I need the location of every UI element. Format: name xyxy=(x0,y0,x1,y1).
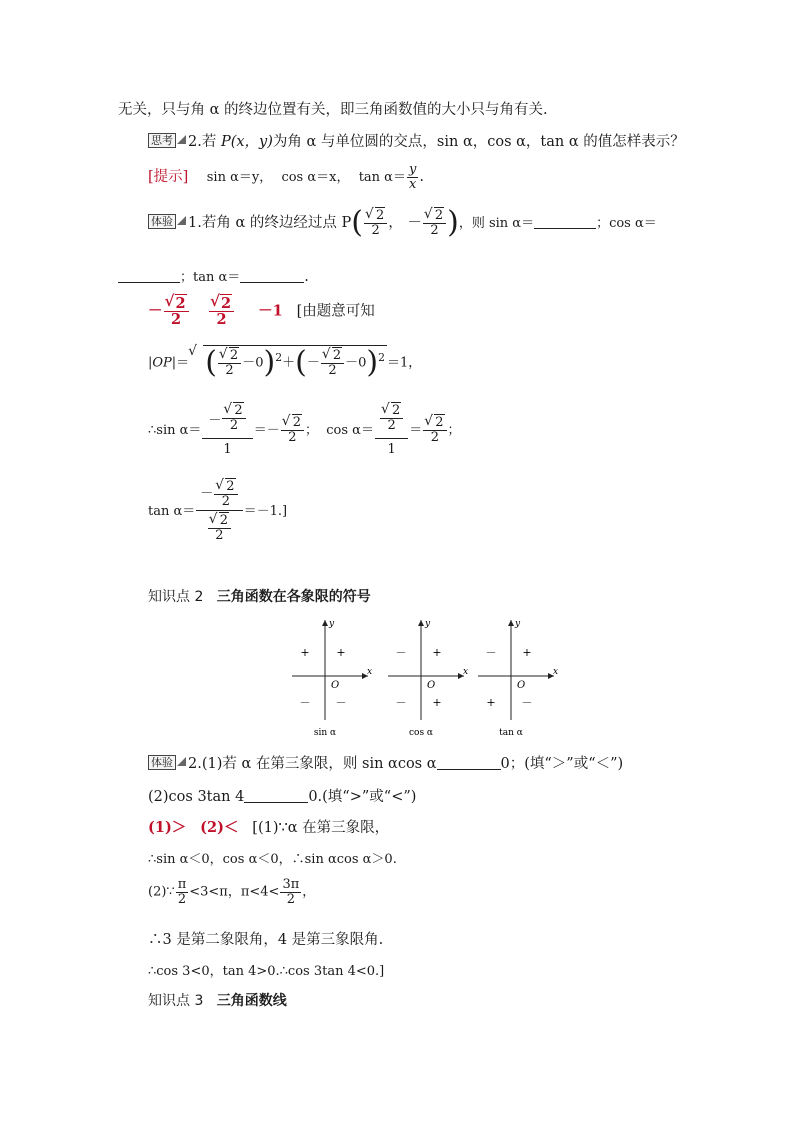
tan-value: tan α＝ － √ $\frac{2}{2}$ √ $\frac{2}{2}$ ＝－1.] xyxy=(148,480,287,543)
quadrant-sign: － xyxy=(299,696,311,709)
experience-tag: 体验 xyxy=(148,755,176,770)
y-axis-label: y xyxy=(329,619,335,629)
hint-line: [提示] sin α＝y， cos α＝x， tan α＝ $\frac{y}{x}$ . xyxy=(148,162,424,192)
answer-2-line5: ∴cos 3<0，tan 4>0.∴cos 3tan 4<0.] xyxy=(148,964,385,979)
experience-tag: 体验 xyxy=(148,214,176,229)
experience-1: 体验 1.若角 α 的终边经过点 P( √ $\frac{2}{2}$ ， － √ $\frac{2}{2}$ )，则 sin α＝ ；cos α＝ xyxy=(148,208,657,238)
quadrant-sign: － xyxy=(485,646,497,659)
y-axis-label: y xyxy=(425,619,431,629)
quadrant-sign: + xyxy=(432,696,442,709)
y-axis-arrow xyxy=(418,620,424,626)
section-2-heading: 知识点 2 三角函数在各象限的符号 xyxy=(148,589,371,605)
think-tag: 思考 xyxy=(148,133,176,148)
section-3-heading: 知识点 3 三角函数线 xyxy=(148,993,287,1009)
quadrant-sign: + xyxy=(486,696,496,709)
x-axis-label: x xyxy=(367,667,373,677)
quadrant-sign: － xyxy=(395,646,407,659)
quadrant-sign: + xyxy=(300,646,310,659)
x-axis-label: x xyxy=(463,667,469,677)
think-2: 思考 2.若 P(x，y)为角 α 与单位圆的交点，sin α，cos α，tan α 的值怎样表示？ xyxy=(148,130,685,151)
intro-line: 无关，只与角 α 的终边位置有关，即三角函数值的大小只与角有关. xyxy=(118,102,548,118)
origin-label: O xyxy=(517,680,526,691)
experience-1-line2: ；tan α＝ . xyxy=(118,266,309,285)
chart-caption: sin α xyxy=(313,728,337,738)
triangle-icon xyxy=(177,757,186,766)
quadrant-sign-charts xyxy=(288,614,558,740)
x-axis-label: x xyxy=(553,667,558,677)
y-axis-label: y xyxy=(515,619,521,629)
experience-2-line2: (2)cos 3tan 4 0.(填“>”或“<”) xyxy=(148,789,417,805)
chart-caption: tan α xyxy=(499,728,523,738)
answer-2-line4: ∴3 是第二象限角，4 是第三象限角. xyxy=(148,932,384,948)
quadrant-sign: － xyxy=(395,696,407,709)
origin-label: O xyxy=(331,680,340,691)
blank-tan[interactable] xyxy=(240,268,304,283)
answer-2-line2: ∴sin α＜0，cos α＜0，∴sin αcos α＞0. xyxy=(148,852,397,867)
blank-sin[interactable] xyxy=(534,214,596,229)
op-length: |OP|＝√ ( √ $\frac{2}{2}$ －0)$^2$＋(－ √ $\frac{2}{2}$ －0)$^2$ ＝1， xyxy=(148,345,421,378)
answer-2: (1)＞ (2)＜ [(1)∵α 在第三象限， xyxy=(148,819,390,836)
quadrant-sign: + xyxy=(336,646,346,659)
y-axis-arrow xyxy=(322,620,328,626)
blank-sign-1[interactable] xyxy=(437,755,501,770)
hint-label: [提示] xyxy=(148,169,189,186)
y-axis-arrow xyxy=(508,620,514,626)
quadrant-sign: － xyxy=(521,696,533,709)
chart-caption: cos α xyxy=(408,728,434,738)
origin-label: O xyxy=(427,680,436,691)
answer-2-line3: (2)∵ $\frac{\pi}{2}$ <3<π，π<4< $\frac{3\pi}{2}$ ， xyxy=(148,877,316,907)
answer-1: － √ $\frac{2}{2}$ √ $\frac{2}{2}$ －1 [由题意可知 xyxy=(148,296,375,327)
triangle-icon xyxy=(177,135,186,144)
quadrant-sign: + xyxy=(522,646,532,659)
sin-cos-values: ∴sin α＝ － √ $\frac{2}{2}$ 1 ＝－ √ $\frac{2}{2}$ ； cos α＝ √ $\frac{\frac{2}{2}}{1}$ ＝ √ $\frac{2}{2}$ ； xyxy=(148,404,461,457)
quadrant-sign: + xyxy=(432,646,442,659)
triangle-icon xyxy=(177,216,186,225)
experience-2: 体验 2.(1)若 α 在第三象限，则 sin αcos α 0；(填“＞”或“＜”) xyxy=(148,752,623,773)
quadrant-sign: － xyxy=(335,696,347,709)
blank-cos[interactable] xyxy=(118,268,180,283)
blank-sign-2[interactable] xyxy=(244,788,308,803)
